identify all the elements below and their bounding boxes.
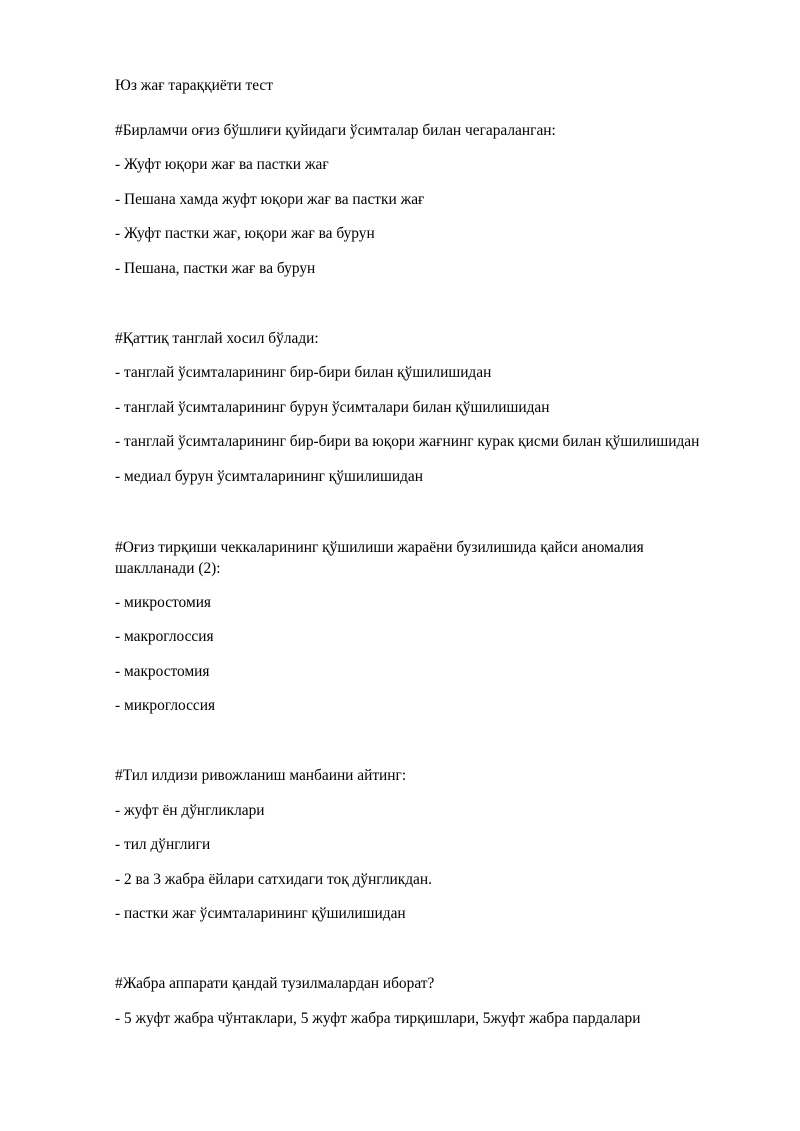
question-3-option-2: - макроглоссия	[115, 628, 214, 645]
question-3-option-3: - макростомия	[115, 663, 210, 680]
question-1-option-4: - Пешана, пастки жағ ва бурун	[115, 260, 316, 277]
question-5-option-1: - 5 жуфт жабра чўнтаклари, 5 жуфт жабра тирқишлари, 5жуфт жабра пардалари	[115, 1010, 641, 1027]
question-4-option-3: - 2 ва 3 жабра ёйлари сатхидаги тоқ дўнгликдан.	[115, 871, 432, 888]
question-3-prompt: #Оғиз тирқиши чеккаларининг қўшилиши жараёни бузилишида қайси аномалия шаклланади (2):	[115, 539, 644, 577]
question-2-prompt: #Қаттиқ танглай хосил бўлади:	[115, 330, 319, 347]
question-1-option-3: - Жуфт пастки жағ, юқори жағ ва бурун	[115, 225, 375, 242]
question-1-option-2: - Пешана хамда жуфт юқори жағ ва пастки жағ	[115, 191, 425, 208]
document-title: Юз жағ тараққиёти тест	[115, 77, 273, 94]
question-2-option-1: - танглай ўсимталарининг бир-бири билан қўшилишидан	[115, 364, 492, 381]
question-1-prompt: #Бирламчи оғиз бўшлиғи қуйидаги ўсимталар билан чегараланган:	[115, 122, 556, 139]
question-2-option-4: - медиал бурун ўсимталарининг қўшилишидан	[115, 468, 423, 485]
question-1-option-1: - Жуфт юқори жағ ва пастки жағ	[115, 156, 329, 173]
question-3-option-4: - микроглоссия	[115, 697, 216, 714]
question-4-option-4: - пастки жағ ўсимталарининг қўшилишидан	[115, 905, 406, 922]
question-4-option-1: - жуфт ён дўнгликлари	[115, 802, 265, 819]
question-2-option-3: - танглай ўсимталарининг бир-бири ва юқори жағнинг курак қисми билан қўшилишидан	[115, 433, 700, 450]
question-4-option-2: - тил дўнглиги	[115, 836, 211, 853]
question-3-option-1: - микростомия	[115, 594, 212, 611]
question-5-prompt: #Жабра аппарати қандай тузилмалардан иборат?	[115, 975, 435, 992]
question-2-option-2: - танглай ўсимталарининг бурун ўсимталари билан қўшилишидан	[115, 399, 550, 416]
question-4-prompt: #Тил илдизи ривожланиш манбаини айтинг:	[115, 767, 407, 784]
